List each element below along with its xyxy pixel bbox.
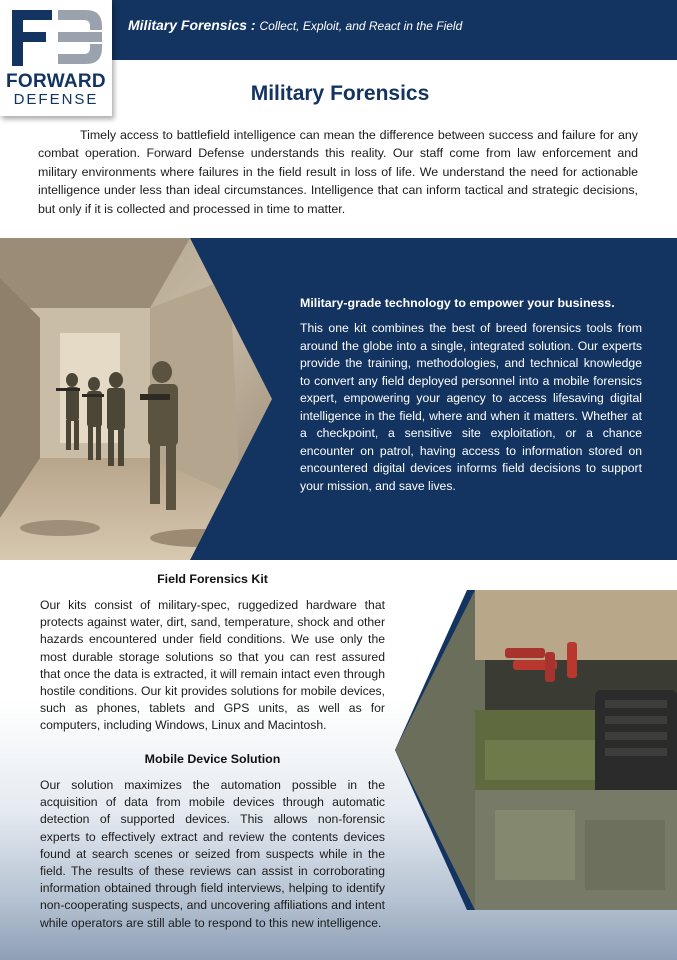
forward-defense-logo	[0, 0, 112, 116]
header-separator: :	[247, 17, 260, 33]
header-brand-title: Military Forensics	[128, 17, 248, 33]
logo-word-defense: DEFENSE	[13, 91, 99, 108]
mobile-solution-heading: Mobile Device Solution	[144, 752, 281, 766]
mobile-solution-body: Our solution maximizes the automation possible in the acquisition of data from mobile devices through automatic detection of supported devices. This allows non-forensic experts to effectively extract and review the contents devices found at search scenes or seized from suspects while in the field. The results of these reviews can assist in corroborating information obtained through field interviews, helping to identify non-cooperating suspects, and uncovering affiliations and intent while operators are still able to respond to this new intelligence.	[40, 778, 385, 930]
field-kit-body: Our kits consist of military-spec, ruggedized hardware that protects against water, dirt, sand, temperature, shock and other hazards encountered under field conditions. We use only the most durable storage solutions so that you can rest assured that once the data is extracted, it will remain intact even through hostile conditions. Our kit provides solutions for mobile devices, such as phones, tablets and GPS units, as well as for computers, including Windows, Linux and Macintosh.	[40, 598, 385, 733]
fd-logo-icon	[8, 6, 104, 68]
field-kit-photo	[395, 590, 677, 910]
header-subtitle: Collect, Exploit, and React in the Field	[259, 19, 463, 33]
technology-heading: Military-grade technology to empower your business.	[300, 296, 615, 310]
intro-paragraph	[38, 126, 638, 218]
header-bar	[112, 0, 677, 60]
technology-body: This one kit combines the best of breed forensics tools from around the globe into a single, integrated solution. Our experts provide the training, methodologies, and technical knowledge to convert any field deployed personnel into a mobile forensics expert, empowering your agency to access lifesaving digital intelligence in the field, where and when it matters. Whether at a checkpoint, a sensitive site exploitation, or a chance encounter on patrol, having access to information stored on encountered digital devices informs field decisions to support your mission, and save lives.	[300, 321, 642, 493]
logo-word-forward: FORWARD	[6, 71, 106, 92]
header-title	[128, 17, 462, 33]
soldiers-photo	[0, 238, 300, 560]
page-title: Military Forensics	[250, 82, 430, 105]
field-kit-heading: Field Forensics Kit	[157, 572, 268, 586]
intro-text: Timely access to battlefield intelligence can mean the difference between success and failure for any combat operation. Forward Defense understands this reality. Our staff come from law enforcement and military environments where failures in the field result in loss of life. We understand the need for actionable intelligence under less than ideal circumstances. Intelligence that can inform tactical and strategic decisions, but only if it is collected and processed in time to matter.	[38, 128, 638, 216]
